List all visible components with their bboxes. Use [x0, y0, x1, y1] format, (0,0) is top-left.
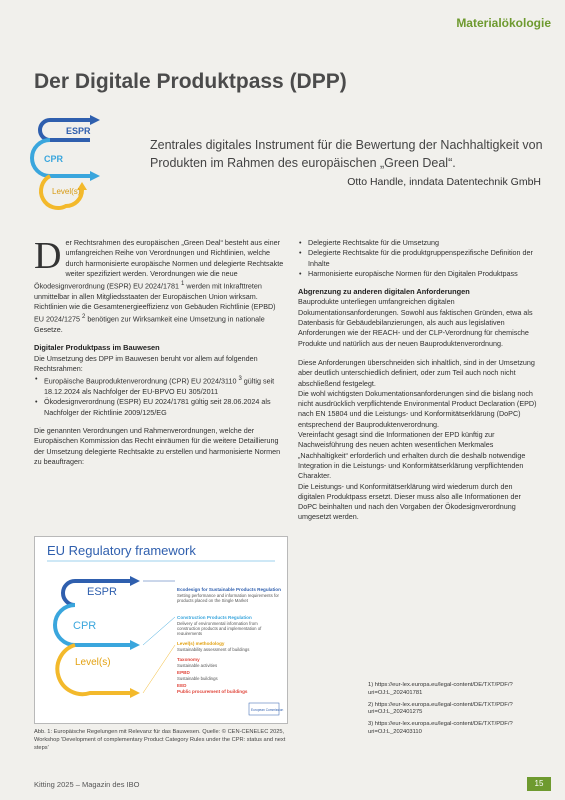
paragraph: Die Leistungs- und Konformitätserklärung wird wiederum durch den digitalen Produktpass ersetzt. Dieser muss also alle Informationen der DoPC beinhalten und nach den Vorgaben der Ökodesignverordnung umgesetzt werden.	[298, 481, 521, 522]
page-footer: Kitting 2025 – Magazin des IBO	[34, 780, 140, 789]
svg-text:Level(s): Level(s)	[75, 657, 111, 668]
figure-caption: Abb. 1: Europäische Regelungen mit Relevanz für das Bauwesen. Quelle: © CEN-CENELEC 2025, Workshop 'Development of complementary Product Category Rules under the CPR: status and next steps'	[34, 729, 286, 751]
svg-text:Sustainability assessment of b: Sustainability assessment of buildings	[177, 647, 250, 652]
article-subtitle: Zentrales digitales Instrument für die Bewertung der Nachhaltigkeit von Produkten im Rahmen des europäischen „Green Deal“.	[150, 138, 543, 170]
paragraph: Die Umsetzung des DPP im Bauwesen beruht vor allem auf folgenden Rechtsrahmen:	[34, 353, 258, 374]
regulation-logo	[30, 112, 140, 217]
footnote: 2) https://eur-lex.europa.eu/legal-content/DE/TXT/PDF/?uri=OJ:L_202401275	[368, 701, 513, 716]
article-title: Der Digitale Produktpass (DPP)	[34, 70, 347, 93]
paragraph: Bauprodukte unterliegen umfangreichen digitalen Dokumentationsanforderungen. Sowohl aus faktischen Gründen, etwa als Datenbasis für Gebäudebilanzierungen, als auch aus legislativen Anforderungen wie der REACH- und der CLP-Verordnung für chemische Produkte und natürlich aus der neuen Bauproduktenverordnung.	[298, 297, 533, 348]
section-label: Materialökologie	[456, 16, 551, 30]
logo-label-cpr: CPR	[44, 154, 64, 164]
paragraph: Die wohl wichtigsten Dokumentationsanforderungen sind die bislang noch nicht ausdrücklich verpflichtende Environmental Product Declaration (EPD) nach EN 15804 und die Leistungs- und Konformitätserklärung (DoPC) entsprechend der Bauproduktenverordnung.	[298, 388, 537, 429]
svg-text:Sustainable activities: Sustainable activities	[177, 663, 218, 668]
footnote: 3) https://eur-lex.europa.eu/legal-content/DE/TXT/PDF/?uri=OJ:L_202403110	[368, 721, 513, 735]
svg-text:EPBD: EPBD	[177, 670, 190, 675]
page-number: 15	[527, 777, 551, 791]
levels-arrow-icon	[57, 645, 130, 694]
dropcap: D	[34, 235, 62, 277]
svg-text:Taxonomy: Taxonomy	[177, 657, 200, 662]
logo-label-levels: Level(s)	[52, 187, 81, 196]
svg-text:EED: EED	[177, 683, 187, 688]
svg-text:CPR: CPR	[73, 620, 97, 632]
author-line: Otto Handle, inndata Datentechnik GmbH	[347, 176, 541, 188]
list-item: • Europäische Bauproduktenverordnung (CPR) EU 2024/3110 $^3$ gültig seit 18.12.2024 als Nachfolger der EU-BPVO EU 305/2011	[34, 374, 286, 397]
svg-text:Level(s) methodology: Level(s) methodology	[177, 641, 225, 646]
footnotes	[368, 682, 538, 737]
right-column	[298, 238, 538, 523]
ec-badge-label: European Commission	[251, 708, 284, 712]
svg-text:Public procurement of building: Public procurement of buildings	[177, 689, 248, 694]
list-item: • Ökodesignverordnung (ESPR) EU 2024/1781 gültig seit 28.06.2024 als Nachfolger der Richtlinie 2009/125/EG	[34, 397, 286, 418]
bullet-list	[34, 374, 286, 418]
paragraph: Vereinfacht gesagt sind die Informationen der EPD künftig zur Nachweisführung des neuen achten wesentlichen Merkmales „Nachhaltigkeit“ erforderlich und erhalten durch die deshalb notwendige Integration in die Leistungs- und Konformitätserklärung verpflichtenden Charakter.	[298, 430, 526, 481]
svg-text:Sustainable buildings: Sustainable buildings	[177, 676, 218, 681]
list-item: • Delegierte Rechtsakte für die produktgruppenspezifische Definition der Inhalte	[298, 248, 538, 269]
regulatory-framework-figure: EU Regulatory framework ESPR CPR Level(s) Ecodesign for Sustainable Products Regulation Setting performance and information requirements for products placed on the Single Market Construction Products Regulation Delivery of environmental information from construction products and implementation of requirements Level(s) methodology Sustainability assessment of buildings Taxonomy Sustainable activities EPBD Sustainable buildings EED Public procurement of buildings European Commission	[34, 536, 288, 724]
section-heading: Abgrenzung zu anderen digitalen Anforderungen	[298, 287, 470, 297]
list-item: • Harmonisierte europäische Normen für den Digitalen Produktpass	[298, 269, 538, 279]
list-item: • Delegierte Rechtsakte für die Umsetzung	[298, 238, 538, 248]
left-column	[34, 235, 286, 467]
paragraph: Diese Anforderungen überschneiden sich inhaltlich, sind in der Umsetzung aber deutlich unterschiedlich definiert, oder zum Teil auch noch nicht abschließend festgelegt.	[298, 357, 535, 388]
footnote: 1) https://eur-lex.europa.eu/legal-content/DE/TXT/PDF/?uri=OJ:L_202401781	[368, 682, 513, 696]
intro-paragraph: Der Rechtsrahmen des europäischen „Green Deal“ besteht aus einer umfangreichen Reihe von Verordnungen und Richtlinien, welche durch harmonisierte europäische Normen und delegierte Rechtsakte weiter spezifiziert werden. Verordnungen wie die neue Ökodesignverordnung (ESPR) EU 2024/1781 $^1$ werden mit Inkrafttreten unmittelbar in allen Mitgliedsstaaten der Europäischen Union wirksam. Richtlinien wie die Gesamtenergieeffizienz von Gebäuden Richtlinie (EPBD) EU 2024/1275 $^2$ benötigen zur Wirksamkeit eine Umsetzung in nationale Gesetze.	[34, 235, 284, 335]
logo-label-espr: ESPR	[66, 126, 91, 136]
svg-text:Construction Products Regulati: Construction Products Regulation	[177, 615, 252, 620]
figure-title: EU Regulatory framework	[47, 543, 196, 558]
svg-text:Ecodesign for Sustainable Prod: Ecodesign for Sustainable Products Regulation	[177, 587, 281, 592]
bullet-list	[298, 238, 538, 279]
paragraph: Die genannten Verordnungen und Rahmenverordnungen, welche der Europäischen Kommission das Recht einräumen für die weitere Detaillierung der Umsetzung delegierte Rechtsakte zu erstellen und harmonisierte Normen zu beauftragen:	[34, 425, 281, 466]
svg-text:ESPR: ESPR	[87, 586, 117, 598]
section-heading: Digitaler Produktpass im Bauwesen	[34, 343, 160, 353]
